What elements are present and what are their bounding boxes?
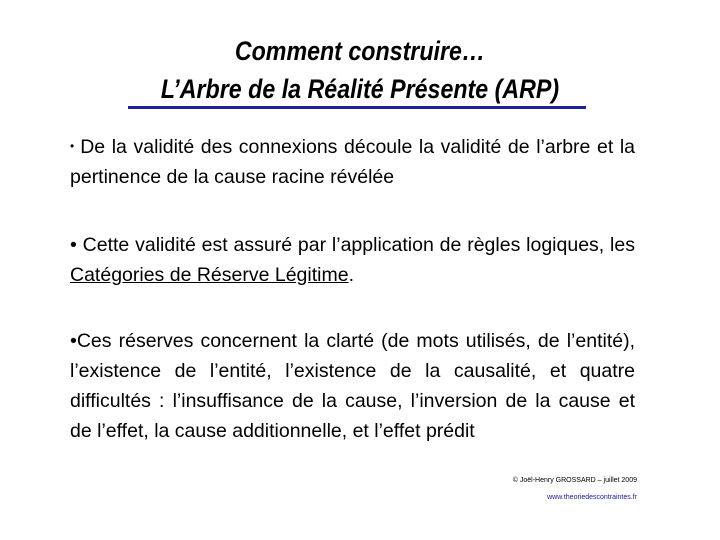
footer-copyright: © Joël-Henry GROSSARD – juillet 2009 [512, 477, 637, 484]
categories-reserve-link[interactable]: Catégories de Réserve Légitime [70, 264, 349, 286]
paragraph-regles-text: • Cette validité est assuré par l’application de règles logiques, les [70, 234, 635, 256]
paragraph-regles-end: . [348, 264, 354, 286]
paragraph-regles [70, 230, 635, 290]
paragraph-connexions-text: De la validité des connexions découle la validité de l’arbre et la pertinence de la cause racine révélée [70, 136, 635, 188]
title-underline-rule [128, 106, 586, 109]
title-line-1: Comment construire… [234, 36, 486, 66]
bullet-icon: • [70, 139, 75, 153]
slide-title [136, 32, 583, 108]
footer-website-link[interactable]: www.theoriedescontraintes.fr [547, 494, 637, 501]
paragraph-reserves [70, 326, 635, 446]
paragraph-connexions [70, 131, 635, 192]
paragraph-reserves-text: •Ces réserves concernent la clarté (de mots utilisés, de l’entité), l’existence de l’entité, l’existence de la causalité, et quatre difficultés : l’insuffisance de la cause, l’inversion de la cause et de l’effet, la cause additionnelle, et l’effet prédit [70, 330, 635, 442]
title-line-2: L’Arbre de la Réalité Présente (ARP) [160, 74, 560, 104]
